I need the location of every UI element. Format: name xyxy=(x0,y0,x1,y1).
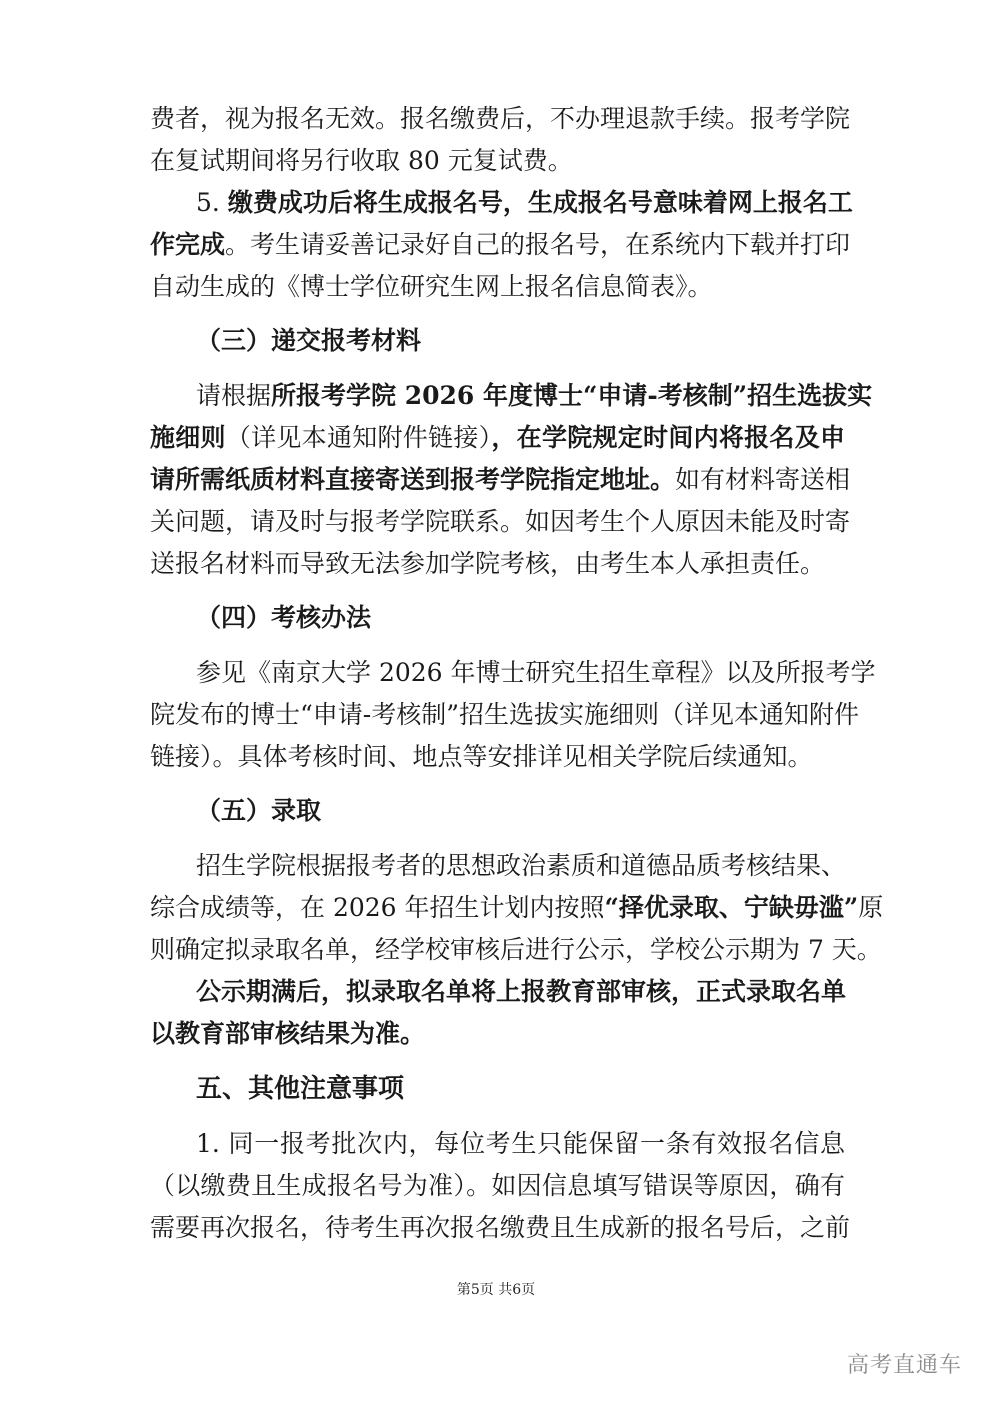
paragraph-line xyxy=(150,417,845,459)
paragraph-line: 招生学院根据报考者的思想政治素质和道德品质考核结果、 xyxy=(196,851,847,880)
body-text: 请根据 xyxy=(196,381,272,410)
paragraph-line xyxy=(150,459,851,501)
paragraph-line xyxy=(150,887,884,929)
paragraph-line: 以教育部审核结果为准。 xyxy=(150,1019,426,1048)
bold-text: 缴费成功后将生成报名号，生成报名号意味着网上报名工 xyxy=(227,188,853,217)
paragraph-line: 需要再次报名，待考生再次报名缴费且生成新的报名号后，之前 xyxy=(150,1213,851,1242)
paragraph-line: （以缴费且生成报名号为准）。如因信息填写错误等原因，确有 xyxy=(150,1171,845,1200)
body-text: 如有材料寄送相 xyxy=(675,465,851,494)
paragraph-line: 关问题，请及时与报考学院联系。如因考生个人原因未能及时寄 xyxy=(150,507,851,536)
paragraph-line: 送报名材料而导致无法参加学院考核，由考生本人承担责任。 xyxy=(150,549,826,578)
paragraph-line: 院发布的博士“申请-考核制”招生选拔实施细则（详见本通知附件 xyxy=(150,700,860,729)
bold-text: 作完成 xyxy=(150,230,226,259)
paragraph-line: 公示期满后，拟录取名单将上报教育部审核，正式录取名单 xyxy=(196,977,847,1006)
list-number: 5. xyxy=(196,188,228,217)
paragraph-line xyxy=(196,375,873,417)
section-heading: 五、其他注意事项 xyxy=(196,1074,405,1104)
bold-text: 施细则 xyxy=(150,423,226,452)
bold-text: ，在学院规定时间内将报名及申 xyxy=(491,423,845,452)
paragraph-line: 参见《南京大学 2026 年博士研究生招生章程》以及所报考学 xyxy=(196,658,876,687)
paragraph-line: 链接）。具体考核时间、地点等安排详见相关学院后续通知。 xyxy=(150,742,813,771)
bold-text: 所报考学院 2026 年度博士“申请-考核制”招生选拔实 xyxy=(271,381,873,410)
bold-text: 请所需纸质材料直接寄送到报考学院指定地址。 xyxy=(150,465,676,494)
paragraph-line xyxy=(150,224,851,266)
section-heading: （三）递交报考材料 xyxy=(196,326,422,355)
body-text: 原 xyxy=(858,893,884,922)
body-text: （详见本通知附件链接） xyxy=(225,423,492,452)
paragraph-line xyxy=(196,182,853,224)
body-text: 综合成绩等，在 2026 年招生计划内按照 xyxy=(150,893,605,922)
page-footer: 第5页 共6页 xyxy=(456,1282,536,1298)
paragraph-line: 则确定拟录取名单，经学校审核后进行公示，学校公示期为 7 天。 xyxy=(150,935,882,964)
paragraph-line: 在复试期间将另行收取 80 元复试费。 xyxy=(150,146,573,175)
section-heading: （四）考核办法 xyxy=(196,603,372,632)
paragraph-line: 自动生成的《博士学位研究生网上报名信息简表》。 xyxy=(150,272,713,301)
bold-text: “择优录取、宁缺毋滥” xyxy=(604,893,859,922)
section-heading: （五）录取 xyxy=(196,796,322,825)
body-text: 。考生请妥善记录好自己的报名号，在系统内下载并打印 xyxy=(225,230,851,259)
watermark: 高考直通车 xyxy=(846,1353,962,1378)
paragraph-line: 费者，视为报名无效。报名缴费后，不办理退款手续。报考学院 xyxy=(150,104,851,133)
paragraph-line: 1. 同一报考批次内，每位考生只能保留一条有效报名信息 xyxy=(196,1129,845,1158)
